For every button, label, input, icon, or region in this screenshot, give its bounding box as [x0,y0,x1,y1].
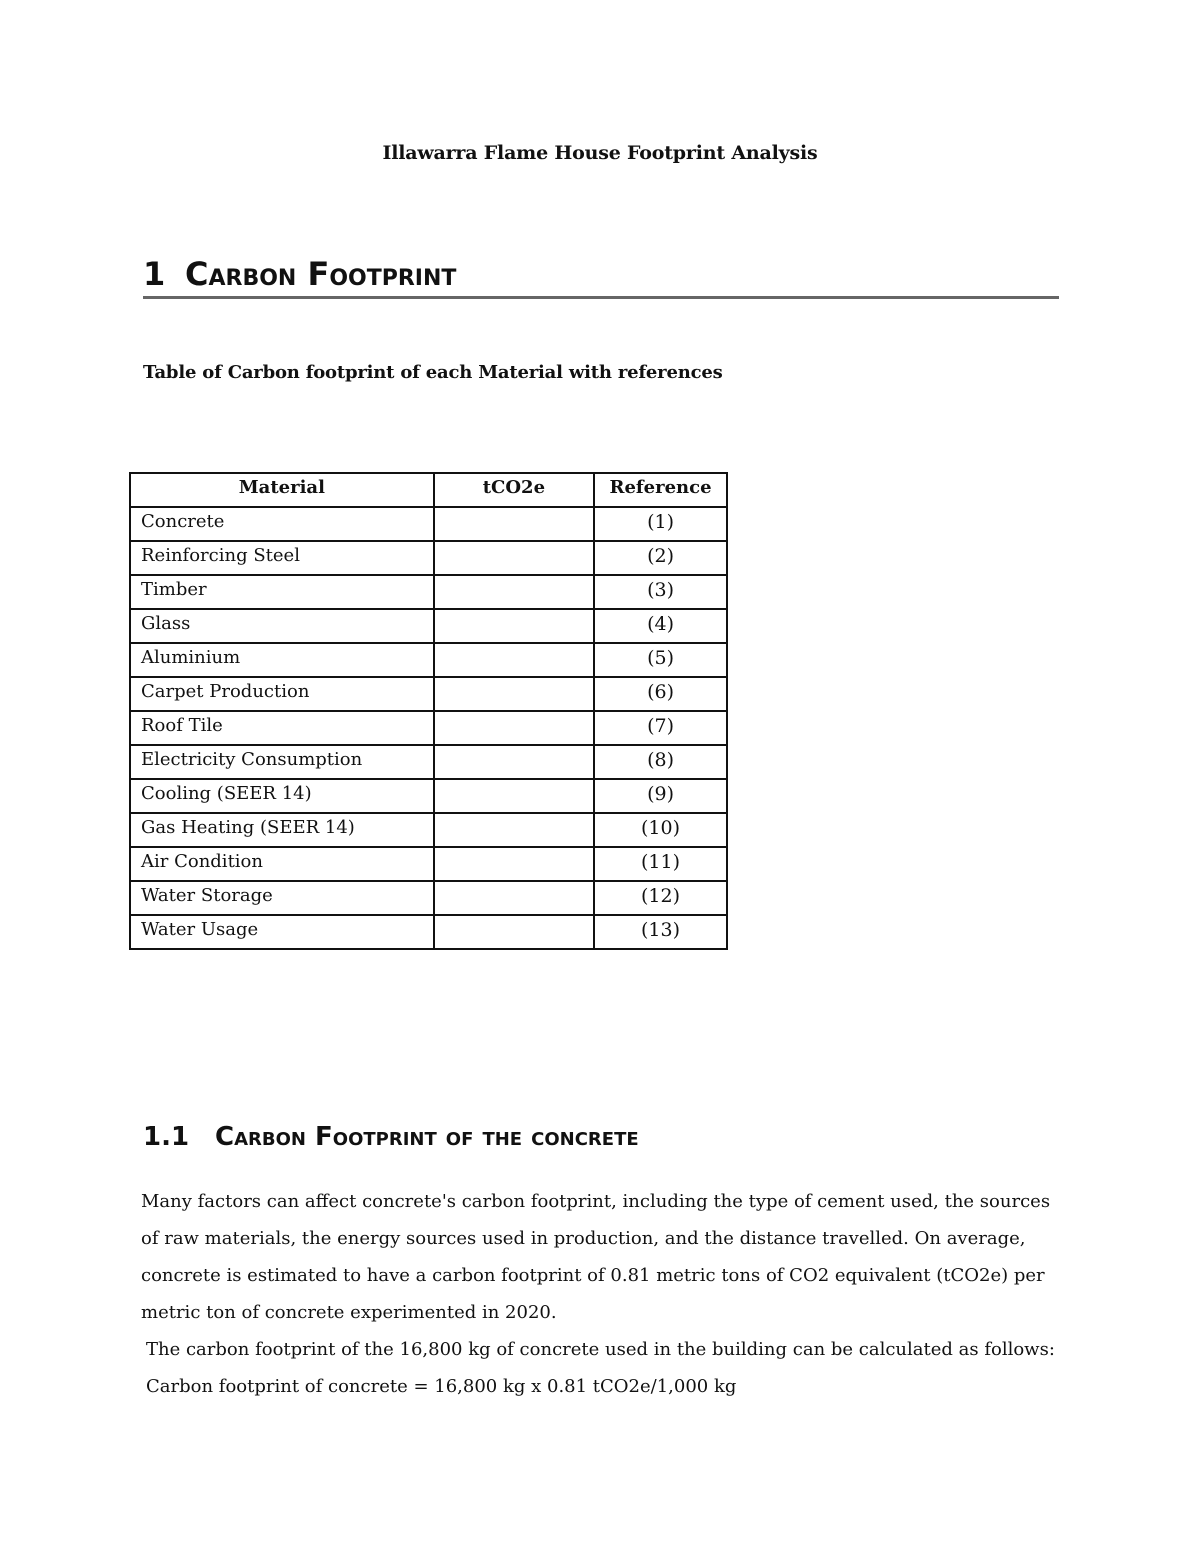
table-row [130,881,727,915]
table-row [130,575,727,609]
document-title: Illawarra Flame House Footprint Analysis [382,142,818,164]
paragraph-concrete-factors: Many factors can affect concrete's carbon footprint, including the type of cement used, the sources of raw materials, the energy sources used in production, and the distance travelled. On average, concrete is estimated to have a carbon footprint of 0.81 metric tons of CO2 equivalent (tCO2e) per metric ton of concrete experimented in 2020. [141,1191,1051,1323]
material-cell: Water Storage [130,881,434,915]
material-cell: Water Usage [130,915,434,949]
section-number: 1 [143,255,166,293]
header-tco2e: tCO2e [434,473,594,507]
material-cell: Glass [130,609,434,643]
material-cell: Timber [130,575,434,609]
reference-cell: (9) [594,779,727,813]
reference-cell: (10) [594,813,727,847]
tco2e-cell [434,881,594,915]
header-material: Material [130,473,434,507]
table-row [130,677,727,711]
tco2e-cell [434,711,594,745]
subsection-number: 1.1 [143,1122,190,1152]
reference-cell: (1) [594,507,727,541]
tco2e-cell [434,541,594,575]
material-cell: Concrete [130,507,434,541]
table-row [130,813,727,847]
tco2e-cell [434,779,594,813]
table-row [130,541,727,575]
reference-cell: (7) [594,711,727,745]
header-reference: Reference [594,473,727,507]
tco2e-cell [434,745,594,779]
table-row [130,779,727,813]
reference-cell: (5) [594,643,727,677]
tco2e-cell [434,677,594,711]
table-row [130,609,727,643]
reference-cell: (13) [594,915,727,949]
table-row [130,745,727,779]
table-row [130,711,727,745]
material-cell: Cooling (SEER 14) [130,779,434,813]
reference-cell: (12) [594,881,727,915]
reference-cell: (4) [594,609,727,643]
table-caption: Table of Carbon footprint of each Material with references [143,362,723,383]
material-cell: Electricity Consumption [130,745,434,779]
subsection-title: Carbon Footprint of the concrete [215,1122,639,1152]
table-row [130,643,727,677]
reference-cell: (3) [594,575,727,609]
reference-cell: (2) [594,541,727,575]
section-heading-1 [143,254,1059,299]
tco2e-cell [434,643,594,677]
table-row [130,915,727,949]
material-cell: Roof Tile [130,711,434,745]
material-cell: Air Condition [130,847,434,881]
table-row [130,507,727,541]
table-header-row [130,473,727,507]
tco2e-cell [434,575,594,609]
section-title: Carbon Footprint [185,255,457,293]
material-cell: Carpet Production [130,677,434,711]
material-cell: Gas Heating (SEER 14) [130,813,434,847]
material-cell: Aluminium [130,643,434,677]
paragraph-calculation-intro: The carbon footprint of the 16,800 kg of concrete used in the building can be calculated as follows: [146,1339,1055,1360]
tco2e-cell [434,507,594,541]
tco2e-cell [434,609,594,643]
reference-cell: (11) [594,847,727,881]
table-row [130,847,727,881]
tco2e-cell [434,813,594,847]
paragraph-calculation-formula: Carbon footprint of concrete = 16,800 kg x 0.81 tCO2e/1,000 kg [146,1376,737,1397]
reference-cell: (8) [594,745,727,779]
tco2e-cell [434,915,594,949]
reference-cell: (6) [594,677,727,711]
section-heading-1-1 [143,1122,639,1152]
material-cell: Reinforcing Steel [130,541,434,575]
carbon-footprint-table [129,472,728,950]
concrete-body-text [141,1183,1061,1405]
tco2e-cell [434,847,594,881]
